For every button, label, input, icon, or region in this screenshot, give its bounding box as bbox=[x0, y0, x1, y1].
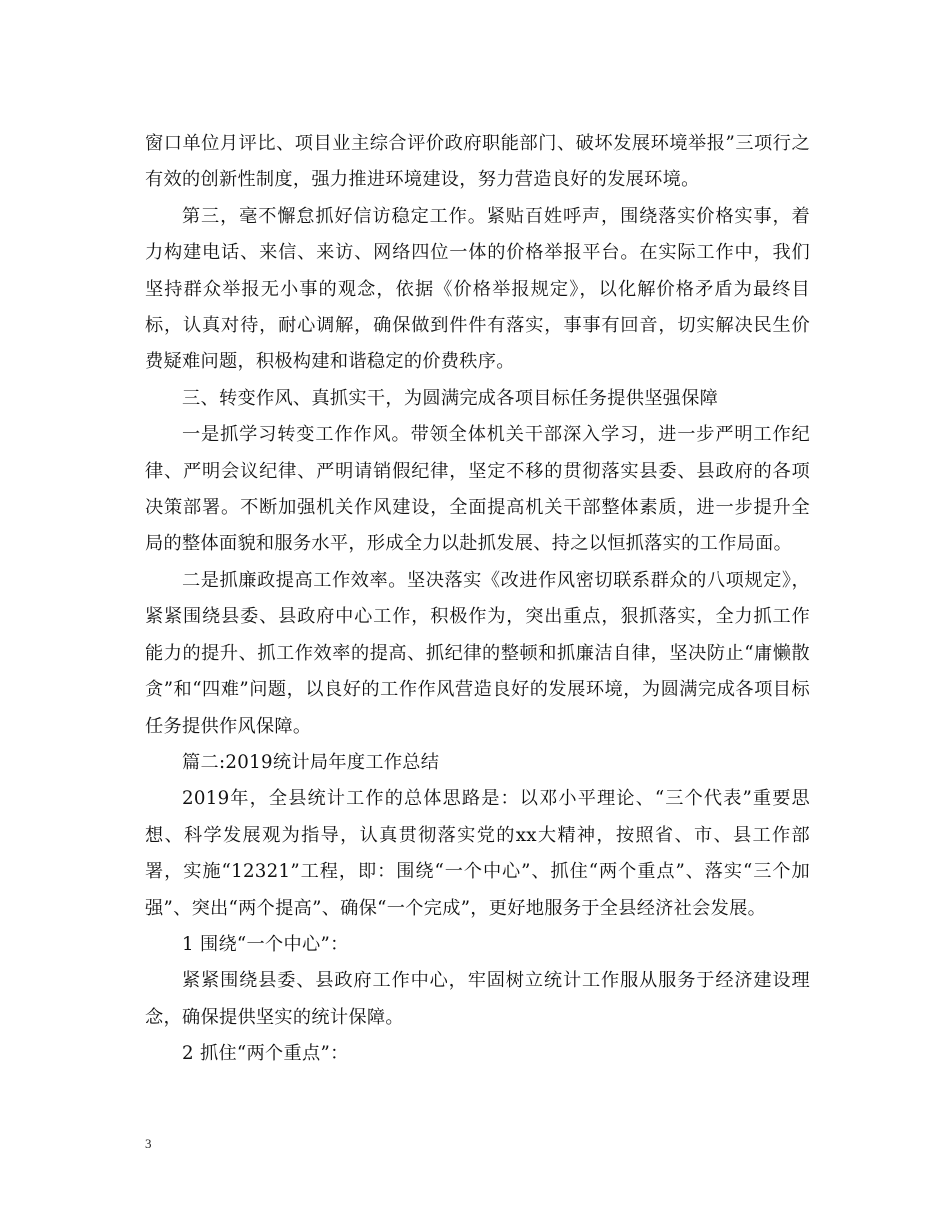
paragraph-1: 窗口单位月评比、项目业主综合评价政府职能部门、破坏发展环境举报”三项行之有效的创新性制度，强力推进环境建设，努力营造良好的发展环境。 bbox=[145, 133, 810, 191]
chapter-title: 篇二:2019统计局年度工作总结 bbox=[182, 751, 440, 773]
paragraph-7: 2019年，全县统计工作的总体思路是：以邓小平理论、“三个代表”重要思想、科学发展观为指导，认真贯彻落实党的xx大精神，按照省、市、县工作部署，实施“12321”工程，即：围绕“一个中心”、抓住“两个重点”、落实“三个加强”、突出“两个提高”、确保“一个完成”，更好地服务于全县经济社会发展。 bbox=[145, 788, 810, 919]
page-number: 3 bbox=[145, 1136, 152, 1151]
document-body bbox=[145, 126, 810, 1073]
paragraph-9: 紧紧围绕县委、县政府工作中心，牢固树立统计工作服从服务于经济建设理念，确保提供坚实的统计保障。 bbox=[145, 970, 810, 1028]
list-heading-2: 2 抓住“两个重点”： bbox=[182, 1043, 349, 1065]
paragraph-4: 一是抓学习转变工作作风。带领全体机关干部深入学习，进一步严明工作纪律、严明会议纪律、严明请销假纪律，坚定不移的贯彻落实县委、县政府的各项决策部署。不断加强机关作风建设，全面提高机关干部整体素质，进一步提升全局的整体面貌和服务水平，形成全力以赴抓发展、持之以恒抓落实的工作局面。 bbox=[145, 424, 810, 555]
list-heading-1: 1 围绕“一个中心”： bbox=[182, 933, 349, 955]
paragraph-2: 第三，毫不懈怠抓好信访稳定工作。紧贴百姓呼声，围绕落实价格实事，着力构建电话、来信、来访、网络四位一体的价格举报平台。在实际工作中，我们坚持群众举报无小事的观念，依据《价格举报规定》，以化解价格矛盾为最终目标，认真对待，耐心调解，确保做到件件有落实，事事有回音，切实解决民生价费疑难问题，积极构建和谐稳定的价费秩序。 bbox=[145, 205, 810, 373]
section-heading-3: 三、转变作风、真抓实干，为圆满完成各项目标任务提供坚强保障 bbox=[182, 387, 719, 409]
paragraph-5: 二是抓廉政提高工作效率。坚决落实《改进作风密切联系群众的八项规定》，紧紧围绕县委、县政府中心工作，积极作为，突出重点，狠抓落实，全力抓工作能力的提升、抓工作效率的提高、抓纪律的整顿和抓廉洁自律，坚决防止“庸懒散贪”和“四难”问题，以良好的工作作风营造良好的发展环境，为圆满完成各项目标任务提供作风保障。 bbox=[145, 569, 810, 737]
